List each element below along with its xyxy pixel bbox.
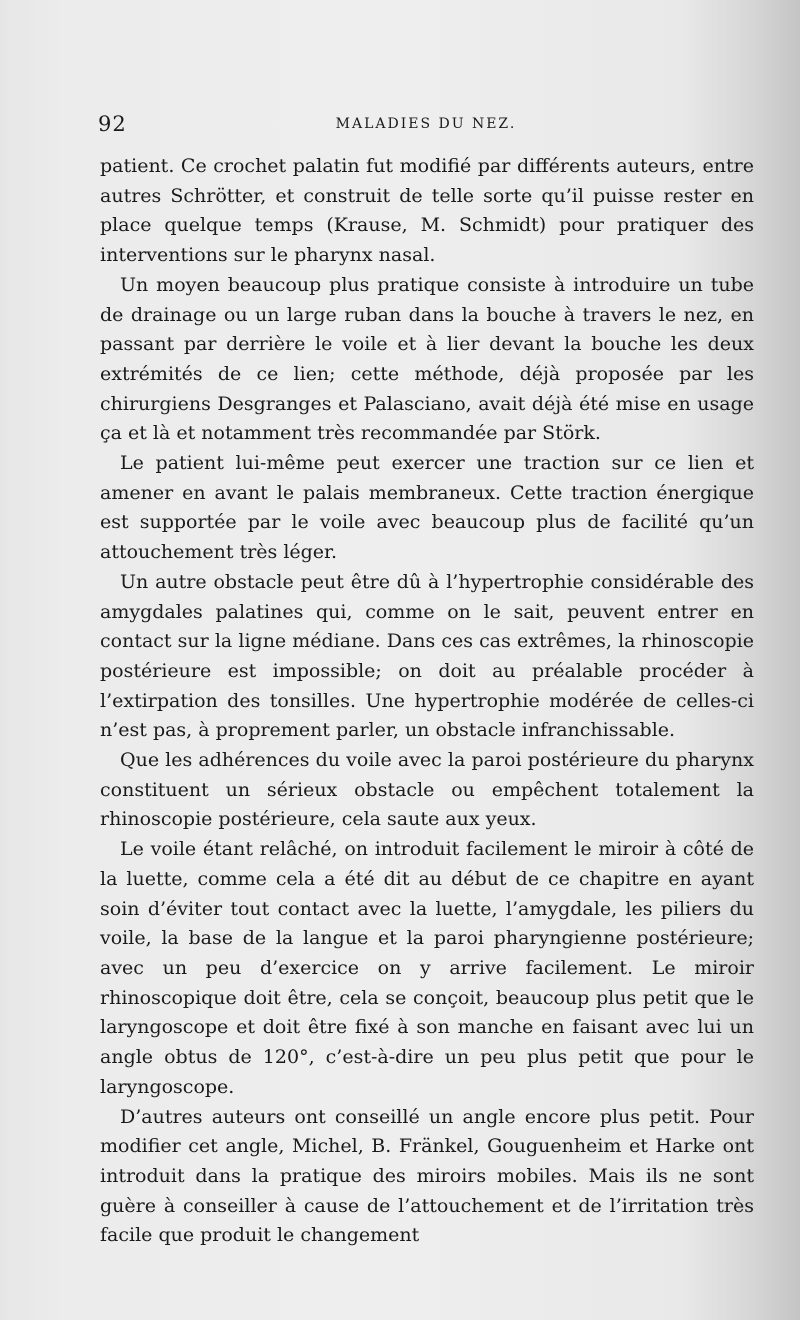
paragraph-4: Un autre obstacle peut être dû à l’hypertrophie considérable des amygdales palatines qui, comme on le sait, peuvent entrer en contact sur la ligne médiane. Dans ces cas extrêmes, la rhinoscopie postérieure est impossible; on doit au préalable procéder à l’extirpation des tonsilles. Une hypertrophie modérée de celles-ci n’est pas, à proprement parler, un obstacle infranchissable. [100,570,754,742]
paragraph-5: Que les adhérences du voile avec la paroi postérieure du pharynx constituent un sérieux obstacle ou empêchent totalement la rhinoscopie postérieure, cela saute aux yeux. [100,749,754,831]
paragraph-3: Le patient lui-même peut exercer une traction sur ce lien et amener en avant le palais membraneux. Cette traction énergique est supportée par le voile avec beaucoup plus de facilité qu’un attouchement très léger. [100,452,754,564]
body-text [100,152,754,1251]
paragraph-6: Le voile étant relâché, on introduit facilement le miroir à côté de la luette, comme cela a été dit au début de ce chapitre en ayant soin d’éviter tout contact avec la luette, l’amygdale, les piliers du voile, la base de la langue et la paroi pharyngienne postérieure; avec un peu d’exercice on y arrive facilement. Le miroir rhinoscopique doit être, cela se conçoit, beaucoup plus petit que le laryngoscope et doit être fixé à son manche en faisant avec lui un angle obtus de 120°, c’est-à-dire un peu plus petit que pour le laryngoscope. [100,838,754,1098]
paragraph-2: Un moyen beaucoup plus pratique consiste à introduire un tube de drainage ou un large ruban dans la bouche à travers le nez, en passant par derrière le voile et à lier devant la bouche les deux extrémités de ce lien; cette méthode, déjà proposée par les chirurgiens Desgranges et Palasciano, avait déjà été mise en usage ça et là et notamment très recommandée par Störk. [100,273,754,445]
paragraph-7: D’autres auteurs ont conseillé un angle encore plus petit. Pour modifier cet angle, Michel, B. Fränkel, Gouguenheim et Harke ont introduit dans la pratique des miroirs mobiles. Mais ils ne sont guère à conseiller à cause de l’attouchement et de l’irritation très facile que produit le changement [100,1105,754,1247]
page-header [98,112,754,142]
paragraph-1: patient. Ce crochet palatin fut modifié par différents auteurs, entre autres Schrötter, et construit de telle sorte qu’il puisse rester en place quelque temps (Krause, M. Schmidt) pour pratiquer des interventions sur le pharynx nasal. [100,155,754,267]
page-number: 92 [98,112,127,136]
running-title: MALADIES DU NEZ. [335,116,517,132]
